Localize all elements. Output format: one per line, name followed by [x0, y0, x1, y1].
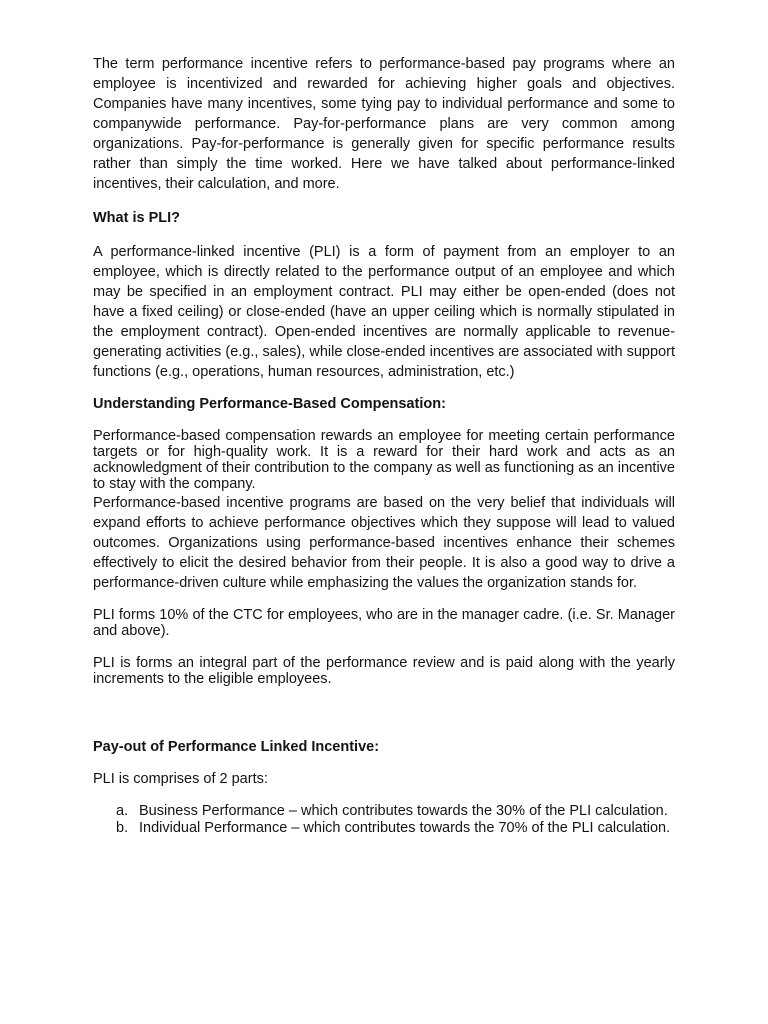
list-item-text: Individual Performance – which contributes towards the 70% of the PLI calculation.	[139, 820, 671, 836]
heading-understanding: Understanding Performance-Based Compensation:	[93, 396, 446, 412]
pli-definition-paragraph: A performance-linked incentive (PLI) is a form of payment from an employer to an employee, which is directly related to the performance output of an employee and which may be specified in an employment contract. PLI may either be open-ended (does not have a fixed ceiling) or close-ended (have an upper ceiling which is normally stipulated in the employment contract). Open-ended incentives are normally applicable to revenue-generating activities (e.g., sales), while close-ended incentives are associated with support functions (e.g., operations, human resources, administration, etc.)	[93, 244, 675, 380]
incentive-programs-paragraph: Performance-based incentive programs are based on the very belief that individuals will expand efforts to achieve performance objectives which they suppose will lead to valued outcomes. Organizations using performance-based incentives enhance their schemes effectively to elicit the desired behavior from their people. It is also a good way to drive a performance-driven culture while emphasizing the values the organization stands for.	[93, 495, 675, 591]
intro-paragraph: The term performance incentive refers to performance-based pay programs where an employee is incentivized and rewarded for achieving higher goals and objectives. Companies have many incentives, some tying pay to individual performance and some to companywide performance. Pay-for-performance plans are very common among organizations. Pay-for-performance is generally given for specific performance results rather than simply the time worked. Here we have talked about performance-linked incentives, their calculation, and more.	[93, 56, 675, 192]
list-item	[93, 803, 675, 819]
list-item-text: Business Performance – which contributes towards the 30% of the PLI calculation.	[139, 803, 668, 819]
payout-lead: PLI is comprises of 2 parts:	[93, 771, 268, 787]
list-item	[93, 820, 675, 836]
list-marker: b.	[116, 820, 129, 836]
compensation-paragraph: Performance-based compensation rewards an employee for meeting certain performance targets or for high-quality work. It is a reward for their hard work and acts as an acknowledgment of their contribution to the company as well as functioning as an incentive to stay with the company.	[93, 428, 675, 492]
pli-ctc-paragraph: PLI forms 10% of the CTC for employees, who are in the manager cadre. (i.e. Sr. Manager and above).	[93, 607, 675, 639]
heading-what-is-pli: What is PLI?	[93, 210, 180, 226]
heading-payout: Pay-out of Performance Linked Incentive:	[93, 739, 380, 755]
list-marker: a.	[116, 803, 129, 819]
pli-review-paragraph: PLI is forms an integral part of the performance review and is paid along with the yearly increments to the eligible employees.	[93, 655, 675, 687]
document-page	[93, 54, 675, 836]
pli-parts-list	[93, 803, 675, 836]
